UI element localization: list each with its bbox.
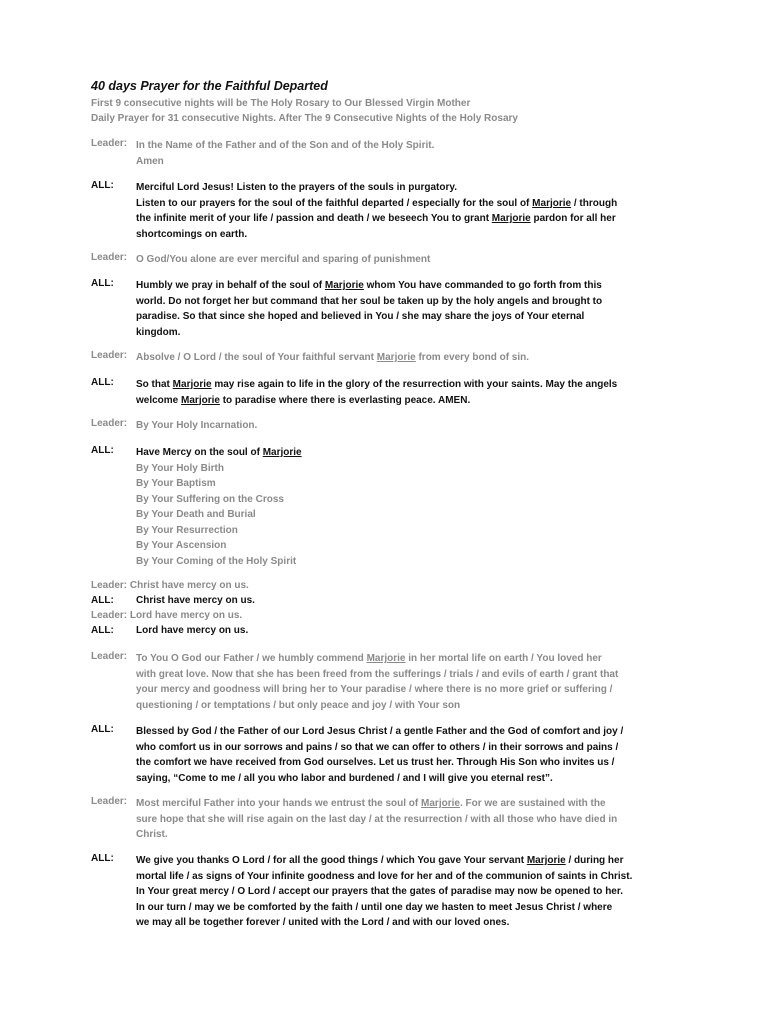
prayer-line [136, 350, 691, 366]
prayer-line: saying, “Come to me / all you who labor and burdened / and I will give you eternal rest”. [136, 772, 553, 784]
text-fragment: pardon for all her [530, 213, 616, 224]
litany-item: By Your Baptism [136, 478, 216, 489]
leader-incarnation [91, 418, 691, 434]
leader-label: Leader: [91, 418, 128, 429]
prayer-line [136, 651, 691, 667]
prayer-line: In Your great mercy / O Lord / accept our prayers that the gates of paradise may now be opened to her. [136, 886, 623, 897]
prayer-line: By Your Holy Incarnation. [136, 420, 258, 431]
text-fragment: Humbly we pray in behalf of the soul of [136, 280, 325, 291]
all-so-that [91, 377, 691, 408]
prayer-line [136, 853, 691, 869]
deceased-name: Marjorie [172, 379, 212, 390]
all-label: ALL: [91, 853, 114, 864]
text-fragment: / during her [565, 855, 624, 866]
deceased-name: Marjorie [324, 280, 364, 291]
text-fragment: Listen to our prayers for the soul of the faithful departed / especially for the soul of [136, 197, 533, 209]
prayer-line: mortal life / as signs of Your infinite goodness and love for her and of the communion of saints in Christ. [136, 870, 633, 882]
text-fragment: So that [136, 379, 173, 390]
all-label: ALL: [91, 595, 114, 606]
deceased-name: Marjorie [491, 213, 531, 224]
leader-label: Leader: [91, 651, 128, 662]
text-fragment: welcome [136, 394, 182, 406]
deceased-name: Marjorie [366, 653, 406, 664]
text-fragment: to paradise where there is everlasting peace. AMEN. [219, 394, 471, 406]
deceased-name: Marjorie [421, 798, 460, 809]
litany-item: By Your Death and Burial [136, 509, 256, 520]
leader-label: Leader: [91, 796, 128, 807]
deceased-name: Marjorie [526, 855, 566, 866]
leader-label: Leader: [91, 252, 128, 263]
prayer-line: your mercy and goodness will bring her to Your paradise / where there is no more grief or suffering / [136, 684, 613, 695]
deceased-name: Marjorie [376, 352, 416, 363]
text-fragment: We give you thanks O Lord / for all the good things / which You gave Your servant [136, 855, 527, 866]
page-title: 40 days Prayer for the Faithful Departed [91, 79, 328, 93]
leader-lord-mercy: Leader: Lord have mercy on us. [91, 610, 243, 621]
text-fragment: Most merciful Father into your hands we entrust the soul of [136, 798, 422, 809]
prayer-line: Christ. [136, 829, 168, 840]
leader-o-god [91, 252, 691, 268]
litany-item: By Your Ascension [136, 540, 227, 551]
leader-label: Leader: [91, 350, 128, 361]
prayer-line: Amen [136, 155, 164, 167]
prayer-line [136, 211, 691, 227]
prayer-line: questioning / or temptations / but only peace and joy / with Your son [136, 699, 461, 711]
prayer-line: we may all be together forever / united with the Lord / and with our loved ones. [136, 917, 510, 928]
text-fragment: To You O God our Father / we humbly commend [136, 653, 367, 664]
prayer-line [136, 278, 691, 294]
all-we-give-thanks [91, 853, 691, 931]
leader-opening [91, 138, 691, 169]
litany-item: By Your Suffering on the Cross [136, 493, 284, 505]
all-blessed-by-god [91, 724, 691, 786]
prayer-line: sure hope that she will rise again on the last day / at the resurrection / with all those who have died in [136, 813, 618, 825]
deceased-name: Marjorie [181, 394, 220, 406]
prayer-line [136, 796, 691, 812]
all-label: ALL: [91, 445, 114, 456]
prayer-line: O God/You alone are ever merciful and sparing of punishment [136, 254, 431, 265]
prayer-line: paradise. So that since she hoped and believed in You / she may share the joys of Your eternal [136, 311, 585, 322]
prayer-line: shortcomings on earth. [136, 228, 248, 240]
leader-label: Leader: [91, 138, 128, 149]
prayer-line: kingdom. [136, 326, 181, 338]
all-humbly-we-pray [91, 278, 691, 340]
all-label: ALL: [91, 625, 114, 636]
leader-to-you-o-god [91, 651, 691, 713]
all-lord-mercy-row [91, 623, 691, 638]
text-fragment: from every bond of sin. [415, 352, 530, 363]
text-fragment: . For we are sustained with the [459, 798, 606, 809]
prayer-line: who comfort us in our sorrows and pains / so that we can offer to others / in their sorrows and pains / [136, 741, 619, 753]
all-label: ALL: [91, 377, 114, 388]
text-fragment: Absolve / O Lord / the soul of Your faithful servant [136, 352, 377, 363]
prayer-line: Lord have mercy on us. [136, 625, 249, 636]
all-christ-mercy-row [91, 593, 691, 608]
litany-item: By Your Coming of the Holy Spirit [136, 555, 297, 567]
leader-absolve [91, 350, 691, 366]
prayer-line [136, 377, 691, 393]
subtitle-rosary: First 9 consecutive nights will be The Holy Rosary to Our Blessed Virgin Mother [91, 98, 471, 109]
prayer-line: with great love. Now that she has been freed from the sufferings / trials / and evils of earth / grant that [136, 668, 619, 680]
deceased-name: Marjorie [532, 197, 572, 209]
prayer-line: Blessed by God / the Father of our Lord Jesus Christ / a gentle Father and the God of comfort and joy / [136, 726, 624, 737]
all-merciful-lord [91, 180, 691, 242]
deceased-name: Marjorie [262, 447, 302, 458]
prayer-line [136, 445, 691, 461]
litany-item: By Your Holy Birth [136, 462, 224, 474]
text-fragment: may rise again to life in the glory of the resurrection with your saints. May the angels [211, 379, 618, 390]
prayer-line: the comfort we have received from God ourselves. Let us trust her. Through His Son who invites us / [136, 757, 615, 768]
prayer-line: In the Name of the Father and of the Son and of the Holy Spirit. [136, 140, 435, 151]
prayer-line: Merciful Lord Jesus! Listen to the prayers of the souls in purgatory. [136, 182, 457, 193]
prayer-line: In our turn / may we be comforted by the faith / until one day we hasten to meet Jesus Christ / where [136, 901, 613, 913]
prayer-line: Christ have mercy on us. [136, 595, 255, 606]
all-label: ALL: [91, 278, 114, 289]
text-fragment: whom You have commanded to go forth from this [363, 280, 602, 291]
leader-most-merciful [91, 796, 691, 843]
subtitle-daily-prayer: Daily Prayer for 31 consecutive Nights. After The 9 Consecutive Nights of the Holy Rosary [91, 113, 518, 124]
leader-christ-mercy: Leader: Christ have mercy on us. [91, 580, 249, 591]
text-fragment: the infinite merit of your life / passion and death / we beseech You to grant [136, 213, 492, 224]
all-label: ALL: [91, 724, 114, 735]
all-label: ALL: [91, 180, 114, 191]
text-fragment: Have Mercy on the soul of [136, 447, 263, 458]
kyrie-exchange [91, 578, 691, 638]
all-have-mercy [91, 445, 691, 569]
litany-item: By Your Resurrection [136, 524, 238, 536]
text-fragment: in her mortal life on earth / You loved her [405, 653, 602, 664]
prayer-line: world. Do not forget her but command that her soul be taken up by the holy angels and brought to [136, 295, 603, 307]
prayer-line [136, 393, 691, 409]
prayer-line [136, 196, 691, 212]
text-fragment: / through [571, 197, 618, 209]
